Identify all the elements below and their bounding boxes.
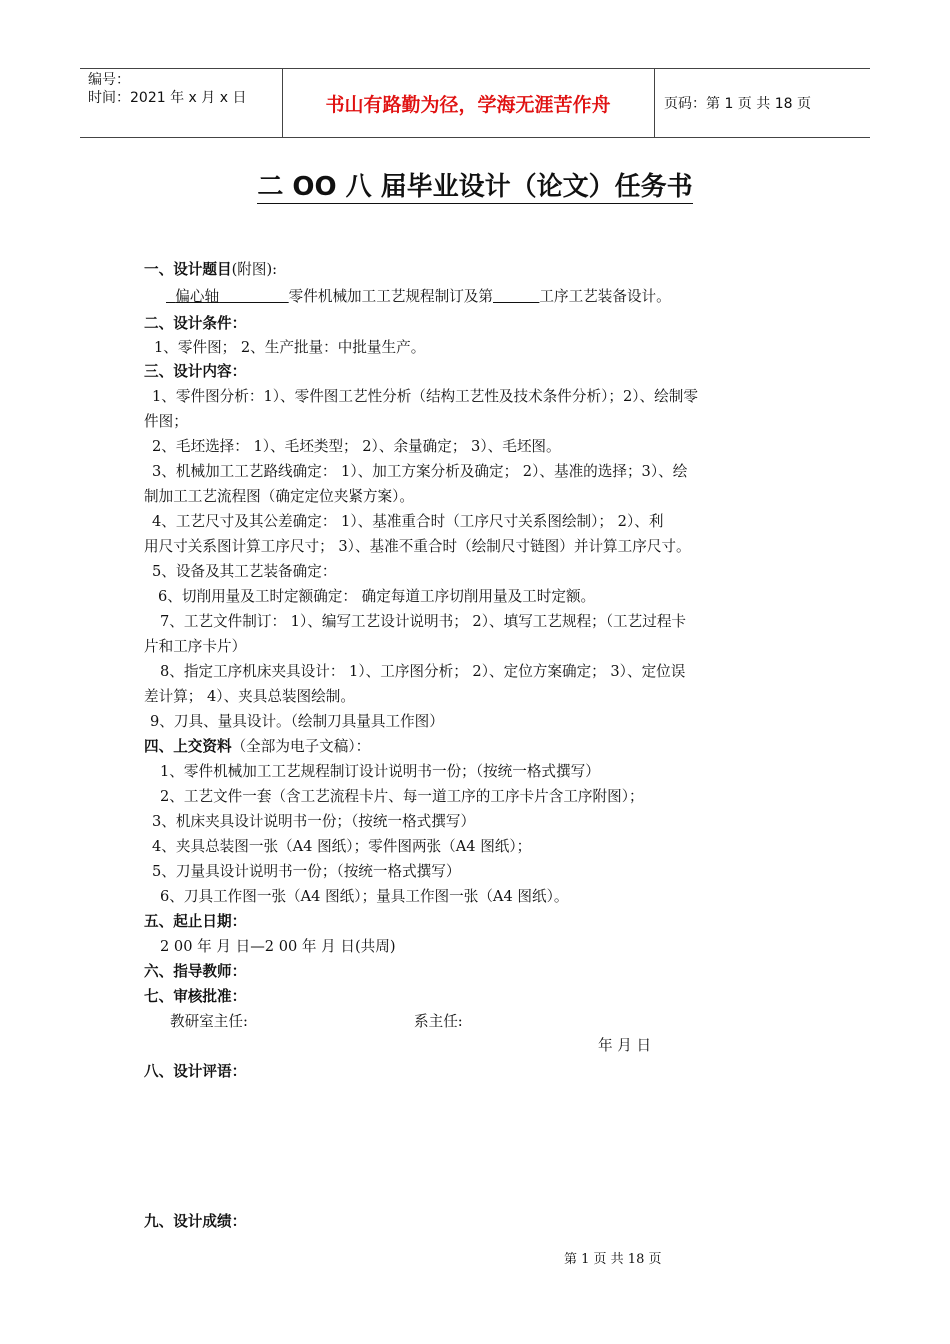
content-item-5: 5、设备及其工艺装备确定： bbox=[152, 563, 337, 580]
section-2-heading: 二、设计条件： bbox=[144, 315, 247, 332]
design-topic-line: 偏心轴 零件机械加工工艺规程制订及第 工序工艺装备设计。 bbox=[166, 285, 671, 306]
header-motto: 书山有路勤为径，学海无涯苦作舟 bbox=[325, 93, 611, 116]
document-header bbox=[80, 68, 870, 138]
content-item-2: 2、毛坯选择： 1）、毛坯类型； 2）、余量确定； 3）、毛坯图。 bbox=[152, 438, 561, 455]
submit-item-3: 3、机床夹具设计说明书一份；（按统一格式撰写） bbox=[152, 813, 476, 830]
section-2-line: 1、零件图； 2、生产批量：中批量生产。 bbox=[154, 339, 426, 356]
content-item-4a: 4、工艺尺寸及其公差确定： 1）、基准重合时（工序尺寸关系图绘制）； 2）、利 bbox=[152, 513, 664, 530]
page-label: 页码：第 1 页 共 18 页 bbox=[664, 96, 811, 112]
submit-item-2: 2、工艺文件一套（含工艺流程卡片、每一道工序的工序卡片含工序附图）； bbox=[160, 788, 644, 805]
section-7-heading: 七、审核批准： bbox=[144, 988, 247, 1005]
submit-item-6: 6、刀具工作图一张（A4 图纸）；量具工作图一张（A4 图纸）。 bbox=[160, 888, 569, 905]
date-range-line: 2 00 年 月 日—2 00 年 月 日(共周) bbox=[160, 938, 396, 955]
content-item-9: 9、刀具、量具设计。（绘制刀具量具工作图） bbox=[150, 713, 444, 730]
header-page-cell bbox=[664, 69, 870, 137]
time-label: 时间：2021 年 x 月 x 日 bbox=[88, 90, 247, 106]
section-6-heading: 六、指导教师： bbox=[144, 963, 247, 980]
dept-head-label: 系主任: bbox=[414, 1013, 463, 1030]
part-name: 偏心轴 bbox=[175, 288, 220, 305]
director-label: 教研室主任: bbox=[170, 1013, 248, 1030]
header-meta bbox=[80, 69, 283, 137]
document-title: 二 OO 八 届毕业设计（论文）任务书 bbox=[257, 172, 693, 202]
section-5-heading: 五、起止日期： bbox=[144, 913, 247, 930]
content-item-8b: 差计算； 4）、夹具总装图绘制。 bbox=[144, 688, 355, 705]
content-item-8a: 8、指定工序机床夹具设计： 1）、工序图分析； 2）、定位方案确定； 3）、定位误 bbox=[160, 663, 686, 680]
section-4: 四、上交资料（全部为电子文稿）： bbox=[144, 738, 371, 755]
approval-date: 年 月 日 bbox=[598, 1037, 652, 1054]
section-3-heading: 三、设计内容： bbox=[144, 363, 247, 380]
content-item-3a: 3、机械加工工艺路线确定： 1）、加工方案分析及确定； 2）、基准的选择；3）、绘 bbox=[152, 463, 688, 480]
number-label: 编号： bbox=[88, 72, 130, 88]
content-item-3b: 制加工工艺流程图（确定定位夹紧方案）。 bbox=[144, 488, 414, 505]
submit-item-1: 1、零件机械加工工艺规程制订设计说明书一份；（按统一格式撰写） bbox=[160, 763, 600, 780]
submit-item-4: 4、夹具总装图一张（A4 图纸）；零件图两张（A4 图纸）； bbox=[152, 838, 532, 855]
content-item-6: 6、切削用量及工时定额确定： 确定每道工序切削用量及工时定额。 bbox=[158, 588, 596, 605]
content-item-4b: 用尺寸关系图计算工序尺寸； 3）、基准不重合时（绘制尺寸链图）并计算工序尺寸。 bbox=[144, 538, 691, 555]
page-footer: 第 1 页 共 18 页 bbox=[564, 1252, 662, 1267]
content-item-7b: 片和工序卡片） bbox=[144, 638, 247, 655]
content-item-1a: 1、零件图分析：1）、零件图工艺性分析（结构工艺性及技术条件分析）；2）、绘制零 bbox=[152, 388, 698, 405]
submit-item-5: 5、刀量具设计说明书一份；（按统一格式撰写） bbox=[152, 863, 461, 880]
section-1: 一、设计题目(附图): bbox=[144, 261, 278, 278]
section-8-heading: 八、设计评语： bbox=[144, 1063, 247, 1080]
header-motto-cell bbox=[282, 69, 655, 137]
content-item-7a: 7、工艺文件制订： 1）、编写工艺设计说明书； 2）、填写工艺规程；（工艺过程卡 bbox=[160, 613, 687, 630]
section-9-heading: 九、设计成绩： bbox=[144, 1213, 247, 1230]
content-item-1b: 件图； bbox=[144, 413, 188, 430]
